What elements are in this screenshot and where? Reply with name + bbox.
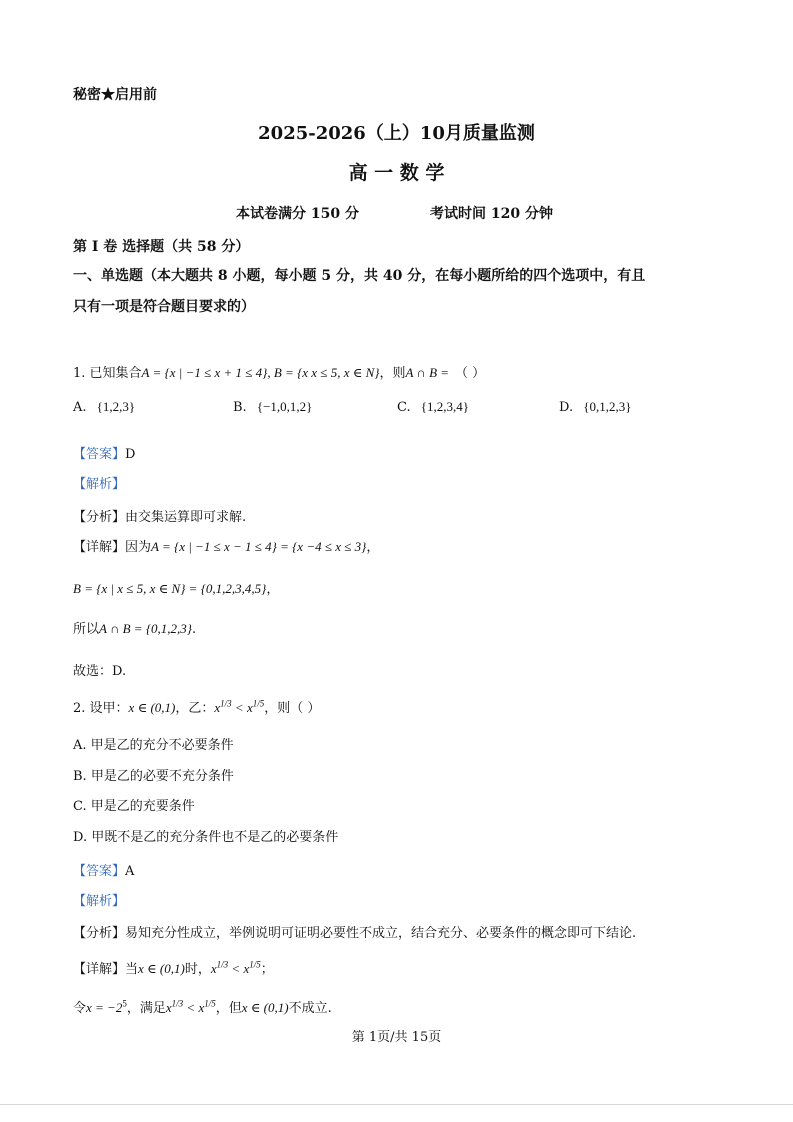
secret-label: 秘密★启用前	[73, 87, 157, 103]
q1-answer	[73, 443, 135, 462]
q2-option-d: D. 甲既不是乙的充分条件也不是乙的必要条件	[73, 830, 339, 845]
q1-paren: （ ）	[455, 366, 486, 381]
q2-detail-line-2: 令$x = -2^5$，满足$x^{1/3} < x^{1/5}$，但x ∈ (0,1)不成立.	[73, 998, 332, 1016]
q1-option-a: A. {1,2,3}	[73, 399, 136, 415]
answer-value: A	[125, 864, 135, 879]
q1-detail-line-1: 【详解】因为A = {x | −1 ≤ x − 1 ≤ 4} = {x −4 ≤ x ≤ 3}，	[73, 539, 380, 555]
q1-fenxi: 【分析】由交集运算即可求解.	[73, 510, 247, 525]
q2-option-a: A. 甲是乙的充分不必要条件	[73, 738, 234, 753]
q2-fenxi: 【分析】易知充分性成立，举例说明可证明必要性不成立，结合充分、必要条件的概念即可下结论.	[73, 926, 637, 941]
q2-yi-label: ，乙：	[175, 701, 215, 716]
q1-sets: A = {x | −1 ≤ x + 1 ≤ 4}, B = {x x ≤ 5, x ∈ N}	[141, 365, 380, 380]
q2-answer	[73, 860, 134, 879]
exam-title: 2025-2026（上）10月质量监测	[258, 123, 535, 144]
instruction-line-2: 只有一项是符合题目要求的）	[73, 299, 255, 315]
q1-option-b: B. {−1,0,1,2}	[233, 399, 313, 415]
q2-stem	[73, 697, 320, 716]
fenxi-tag: 【分析】	[73, 510, 126, 525]
q1-expr: A ∩ B =	[405, 365, 450, 380]
q1-detail-line-3: 所以A ∩ B = {0,1,2,3}.	[73, 621, 197, 637]
q1-mid: ，则	[379, 366, 406, 381]
part-heading: 第 I 卷 选择题（共 58 分）	[73, 239, 250, 255]
q2-option-c: C. 甲是乙的充要条件	[73, 799, 195, 814]
q1-detail-line-2: B = {x | x ≤ 5, x ∈ N} = {0,1,2,3,4,5}，	[73, 581, 280, 597]
q2-inequality-example: $x^{1/3} < x^{1/5}$	[165, 998, 216, 1015]
fenxi-tag: 【分析】	[73, 926, 126, 941]
q2-inequality: $x^{1/3} < x^{1/5}$	[214, 698, 265, 715]
time-info: 考试时间 120 分钟	[430, 206, 553, 222]
q2-tail: ，则（ ）	[264, 701, 321, 716]
q2-prefix: 2. 设甲：	[73, 701, 129, 716]
q2-jia: x ∈ (0,1)	[128, 700, 176, 715]
q1-stem	[73, 362, 485, 381]
answer-value: D	[125, 447, 136, 462]
subject-title: 高 一 数 学	[348, 162, 445, 184]
q2-detail-line-1: 【详解】当x ∈ (0,1)时，$x^{1/3} < x^{1/5}$；	[73, 959, 274, 977]
score-info: 本试卷满分 150 分	[236, 206, 359, 222]
page-divider	[0, 1104, 793, 1105]
instruction-line-1: 一、单选题（本大题共 8 小题，每小题 5 分，共 40 分，在每小题所给的四个选项中，有且	[73, 268, 646, 284]
detail-tag: 【详解】	[73, 540, 126, 555]
page-number: 第 1页/共 15页	[351, 1030, 442, 1045]
q1-option-c: C. {1,2,3,4}	[397, 399, 469, 415]
answer-tag: 【答案】	[73, 864, 126, 879]
answer-tag: 【答案】	[73, 447, 126, 462]
q1-analysis-tag: 【解析】	[73, 477, 126, 492]
q1-prefix: 1. 已知集合	[73, 366, 142, 381]
q1-option-d: D. {0,1,2,3}	[559, 399, 632, 415]
q2-analysis-tag: 【解析】	[73, 894, 126, 909]
q2-option-b: B. 甲是乙的必要不充分条件	[73, 769, 234, 784]
detail-tag: 【详解】	[73, 962, 126, 977]
q1-conclusion: 故选：D.	[73, 664, 127, 679]
q2-inequality-detail: $x^{1/3} < x^{1/5}$	[210, 959, 261, 976]
